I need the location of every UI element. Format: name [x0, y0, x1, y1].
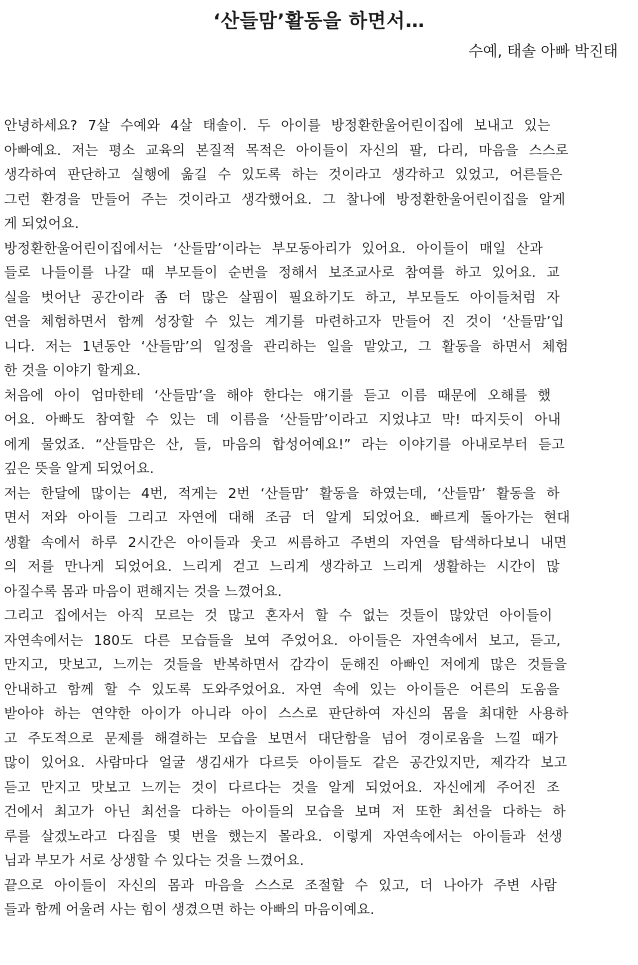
text-line: 생활 속에서 하루 2시간은 아이들과 웃고 씨름하고 주변의 자연을 탐색하다보니 내면 — [4, 534, 567, 551]
text-line: 만지고, 맛보고, 느끼는 것들을 반복하면서 감각이 둔해진 아빠인 저에게 많은 것들을 — [4, 657, 567, 673]
text-line: 고 주도적으로 문제를 해결하는 모습을 보면서 대단함을 넘어 경이로움을 느낄 때가 — [4, 730, 559, 747]
text-line: 방정환한울어린이집에서는 ‘산들맘’이라는 부모동아리가 있어요. 아이들이 매일 산과 — [4, 240, 543, 257]
text-line: 니다. 저는 1년동안 ‘산들맘’의 일정을 관리하는 일을 맡았고, 그 활동을 하면서 체험 — [4, 338, 569, 355]
text-line: 게 되었어요. — [4, 216, 79, 232]
text-line: 님과 부모가 서로 상생할 수 있다는 것을 느꼈어요. — [4, 853, 304, 869]
text-line: 안내하고 함께 할 수 있도록 도와주었어요. 자연 속에 있는 아이들은 어른의 도움을 — [4, 681, 560, 698]
document-body — [4, 114, 632, 923]
text-line: 자연속에서는 180도 다른 모습들을 보여 주었어요. 아이들은 자연속에서 보고, 듣고, — [4, 632, 561, 649]
text-line: 그리고 집에서는 아직 모르는 것 많고 혼자서 할 수 없는 것들이 많았던 아이들이 — [4, 608, 553, 624]
text-line: 듣고 만지고 맛보고 느끼는 것이 다르다는 것을 알게 되었어요. 자신에게 주어진 조 — [4, 779, 560, 796]
text-line: 어요. 아빠도 참여할 수 있는 데 이름을 ‘산들맘’이라고 지었냐고 막! 따지듯이 아내 — [4, 412, 561, 428]
text-line: 에게 물었죠. “산들맘은 산, 들, 마음의 합성어예요!” 라는 이야기를 아내로부터 듣고 — [4, 436, 565, 453]
text-line: 한 것을 이야기 할게요. — [4, 363, 141, 379]
text-line: 들과 함께 어울려 사는 힘이 생겼으면 하는 아빠의 마음이예요. — [4, 902, 375, 918]
text-line: 연을 체험하면서 함께 성장할 수 있는 계기를 마련하고자 만들어 진 것이 ‘산들맘’입 — [4, 314, 565, 330]
text-line: 의 저를 만나게 되었어요. 느리게 걷고 느리게 생각하고 느리게 생활하는 시간이 많 — [4, 559, 560, 575]
text-line: 면서 저와 아이들 그리고 자연에 대해 조금 더 알게 되었어요. 빠르게 돌아가는 현대 — [4, 510, 571, 526]
text-line: 받아야 하는 연약한 아이가 아니라 아이 스스로 판단하여 자신의 몸을 최대한 사용하 — [4, 706, 569, 722]
text-line: 깊은 뜻을 알게 되었어요. — [4, 461, 154, 477]
text-line: 루를 살겠노라고 다짐을 몇 번을 했는지 몰라요. 이렇게 자연속에서는 아이들과 선생 — [4, 828, 563, 845]
text-line: 아질수록 몸과 마음이 편해지는 것을 느꼈어요. — [4, 583, 282, 600]
text-line: 많이 있어요. 사람마다 얼굴 생김새가 다르듯 아이들도 같은 공간있지만, 제각각 보고 — [4, 755, 567, 771]
text-line: 생각하여 판단하고 실행에 옮길 수 있도록 하는 것이라고 생각하고 있었고, 어른들은 — [4, 167, 563, 183]
text-line: 저는 한달에 많이는 4번, 적게는 2번 ‘산들맘’ 활동을 하였는데, ‘산들맘’ 활동을 하 — [4, 485, 560, 502]
text-line: 안녕하세요? 7살 수예와 4살 태솔이. 두 아이를 방정환한울어린이집에 보내고 있는 — [4, 118, 551, 134]
text-line: 들로 나들이를 나갈 때 부모들이 순번을 정해서 보조교사로 참여를 하고 있어요. 교 — [4, 265, 560, 281]
text-line: 실을 벗어난 공간이라 좀 더 많은 살핌이 필요하기도 하고, 부모들도 아이들처럼 자 — [4, 289, 560, 306]
document-author: 수예, 태솔 아빠 박진태 — [468, 42, 618, 60]
text-line: 그런 환경을 만들어 주는 것이라고 생각했어요. 그 찰나에 방정환한울어린이집을 알게 — [4, 191, 566, 208]
document-title: ‘산들맘’활동을 하면서… — [213, 10, 425, 32]
text-line: 아빠예요. 저는 평소 교육의 본질적 목적은 아이들이 자신의 팔, 다리, 마음을 스스로 — [4, 142, 569, 159]
text-line: 건에서 최고가 아닌 최선을 다하는 아이들의 모습을 보며 저 또한 최선을 다하는 하 — [4, 804, 566, 820]
text-line: 처음에 아이 엄마한테 ‘산들맘’을 해야 한다는 얘기를 듣고 이름 때문에 오해를 했 — [4, 387, 551, 404]
text-line: 끝으로 아이들이 자신의 몸과 마음을 스스로 조절할 수 있고, 더 나아가 주변 사람 — [4, 877, 557, 894]
